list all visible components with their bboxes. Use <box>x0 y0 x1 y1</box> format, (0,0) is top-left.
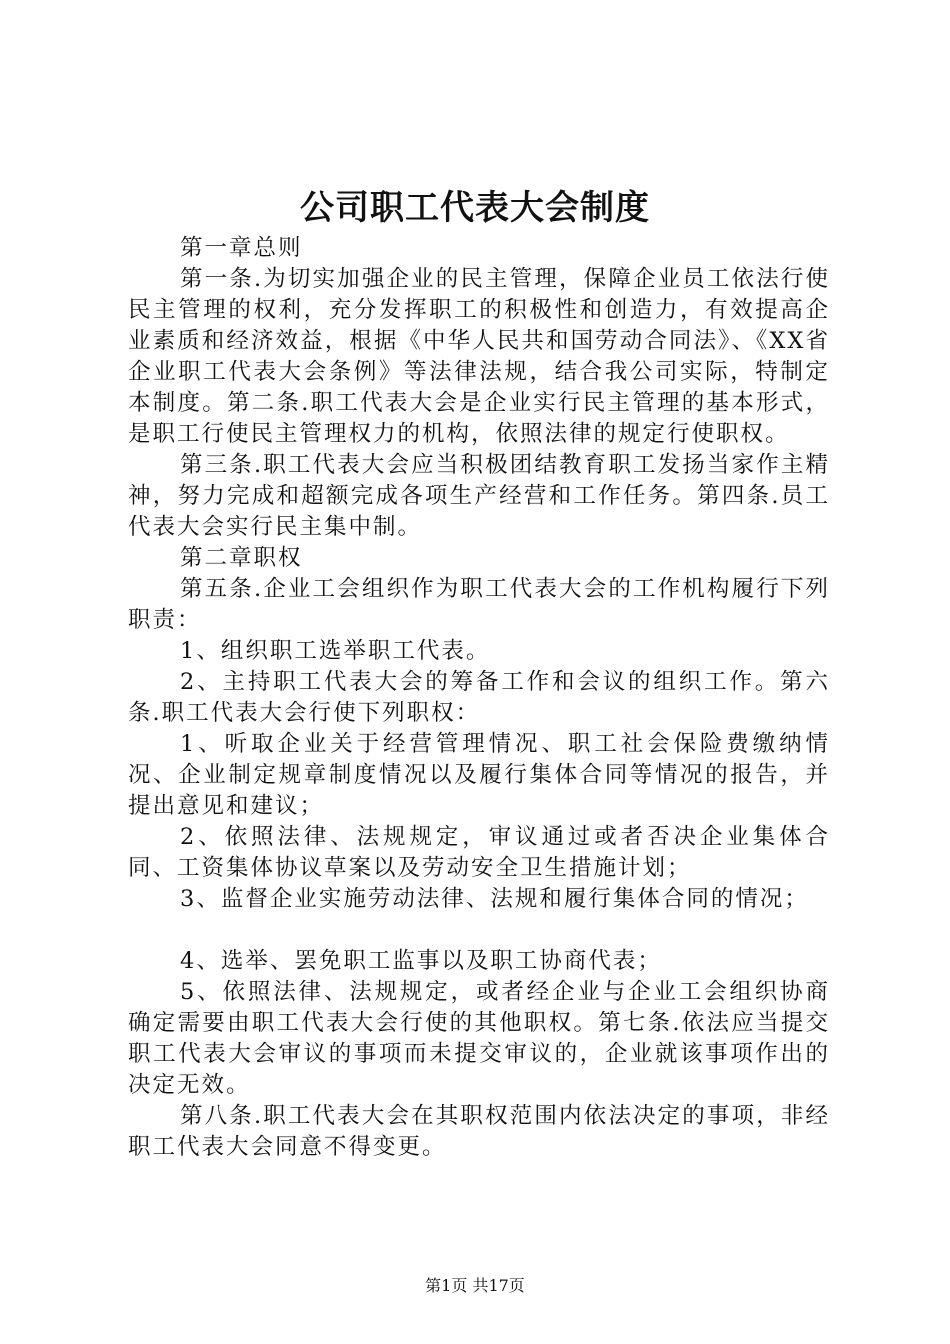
chapter-heading: 第二章职权 <box>180 545 303 571</box>
chapter-heading: 第一章总则 <box>180 235 303 261</box>
document-title: 公司职工代表大会制度 <box>300 188 650 228</box>
list-item: 3、监督企业实施劳动法律、法规和履行集体合同的情况； <box>180 886 809 912</box>
list-item: 2、依照法律、法规规定，审议通过或者否决企业集体合同、工资集体协议草案以及劳动安全卫生措施计划； <box>128 824 830 881</box>
list-item: 5、依照法律、法规规定，或者经企业与企业工会组织协商确定需要由职工代表大会行使的其他职权。第七条.依法应当提交职工代表大会审议的事项而未提交审议的，企业就该事项作出的决定无效。 <box>128 979 830 1098</box>
list-item: 2、主持职工代表大会的筹备工作和会议的组织工作。第六条.职工代表大会行使下列职权： <box>128 669 830 726</box>
document-body <box>128 233 830 1163</box>
paragraph: 第八条.职工代表大会在其职权范围内依法决定的事项，非经职工代表大会同意不得变更。 <box>128 1103 830 1160</box>
paragraph: 第五条.企业工会组织作为职工代表大会的工作机构履行下列职责： <box>128 576 830 633</box>
list-item: 4、选举、罢免职工监事以及职工协商代表； <box>180 948 662 974</box>
page-number: 第1页 共17页 <box>425 1276 525 1295</box>
paragraph: 第三条.职工代表大会应当积极团结教育职工发扬当家作主精神，努力完成和超额完成各项生产经营和工作任务。第四条.员工代表大会实行民主集中制。 <box>128 452 830 540</box>
list-item: 1、听取企业关于经营管理情况、职工社会保险费缴纳情况、企业制定规章制度情况以及履行集体合同等情况的报告，并提出意见和建议； <box>128 731 830 819</box>
paragraph: 第一条.为切实加强企业的民主管理，保障企业员工依法行使民主管理的权利，充分发挥职工的积极性和创造力，有效提高企业素质和经济效益，根据《中华人民共和国劳动合同法》、《XX省企业职工代表大会条例》等法律法规，结合我公司实际，特制定本制度。第二条.职工代表大会是企业实行民主管理的基本形式，是职工行使民主管理权力的机构，依照法律的规定行使职权。 <box>128 266 830 447</box>
list-item: 1、组织职工选举职工代表。 <box>180 638 491 664</box>
